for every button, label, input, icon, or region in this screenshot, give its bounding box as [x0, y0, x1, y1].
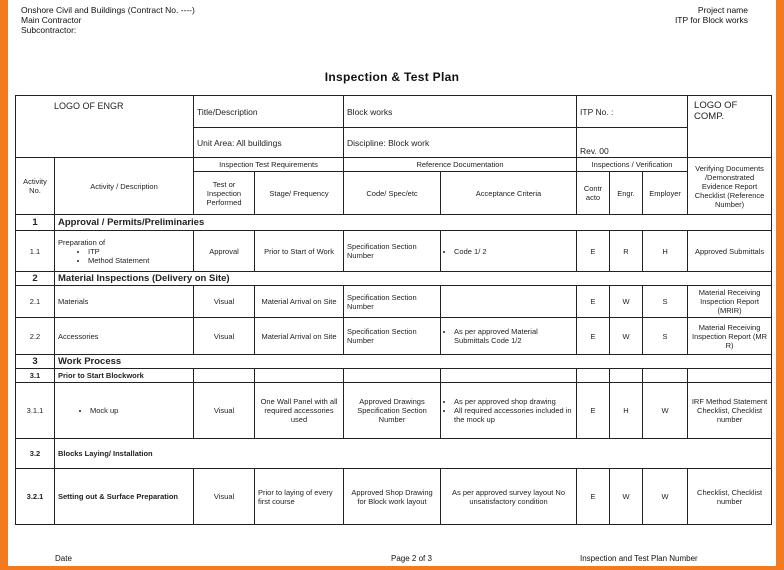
group-header-row [16, 158, 772, 172]
group-reference-doc: Reference Documentation [344, 158, 577, 172]
header-left [21, 5, 195, 35]
activity-no: 3.1.1 [16, 383, 55, 439]
section-no: 3 [16, 355, 55, 369]
table-row-2-1 [16, 286, 772, 318]
verifying-cell: Material Receiving Inspection Report (MRIR) [688, 286, 772, 318]
activity-desc: Accessories [55, 318, 194, 355]
test-cell: Visual [194, 383, 255, 439]
main-contractor: Main Contractor [21, 15, 82, 25]
col-test: Test or Inspection Performed [194, 172, 255, 215]
list-item: • All required accessories included in the mock up [454, 406, 573, 424]
revision: Rev. 00 [577, 128, 688, 158]
section-title: Work Process [55, 355, 772, 369]
empty-cell [643, 369, 688, 383]
activity-no: 3.2.1 [16, 469, 55, 525]
footer-itp-number: Inspection and Test Plan Number [580, 554, 698, 563]
unit-area: Unit Area: All buildings [194, 128, 344, 158]
verifying-cell: Checklist, Checklist number [688, 469, 772, 525]
empty-cell [344, 369, 441, 383]
discipline: Discipline: Block work [344, 128, 577, 158]
col-employer: Employer [643, 172, 688, 215]
project-line: Onshore Civil and Buildings (Contract No. ----) [21, 5, 195, 15]
employer-cell: S [643, 286, 688, 318]
code-cell: Approved Drawings Specification Section Number [344, 383, 441, 439]
info-row-1 [16, 96, 772, 128]
section-row-1 [16, 215, 772, 231]
col-contractor: Contr acto [577, 172, 610, 215]
footer-date: Date [55, 554, 72, 563]
table-row-3-1 [16, 369, 772, 383]
title-value: Block works [344, 96, 577, 128]
list-item: • Mock up [90, 406, 190, 415]
test-cell: Visual [194, 286, 255, 318]
activity-desc: Setting out & Surface Preparation [55, 469, 194, 525]
engr-cell: W [610, 318, 643, 355]
code-cell: Specification Section Number [344, 231, 441, 272]
contractor-cell: E [577, 286, 610, 318]
logo-comp: LOGO OF COMP. [688, 96, 772, 158]
list-item: • Method Statement [88, 256, 190, 265]
itp-table [15, 95, 772, 525]
section-row-3 [16, 355, 772, 369]
itp-no: ITP No. : [577, 96, 688, 128]
activity-no: 1.1 [16, 231, 55, 272]
empty-cell [610, 369, 643, 383]
empty-cell [441, 369, 577, 383]
stage-cell: Prior to Start of Work [255, 231, 344, 272]
stage-cell: Material Arrival on Site [255, 318, 344, 355]
test-cell: Visual [194, 318, 255, 355]
contractor-cell: E [577, 383, 610, 439]
test-cell: Visual [194, 469, 255, 525]
activity-no: 2.2 [16, 318, 55, 355]
list-item: • As per approved Material Submittals Code 1/2 [454, 327, 573, 345]
col-code: Code/ Spec/etc [344, 172, 441, 215]
activity-no: 3.1 [16, 369, 55, 383]
stage-cell: Prior to laying of every first course [255, 469, 344, 525]
group-inspection-req: Inspection Test Requirements [194, 158, 344, 172]
engr-cell: W [610, 469, 643, 525]
section-title: Material Inspections (Delivery on Site) [55, 272, 772, 286]
empty-cell [255, 369, 344, 383]
activity-no: 3.2 [16, 439, 55, 469]
list-item: • As per approved shop drawing [454, 397, 573, 406]
col-verifying: Verifying Documents /Demonstrated Evidence Report Checklist (Reference Number) [688, 158, 772, 215]
verifying-cell: IRF Method Statement Checklist, Checklist number [688, 383, 772, 439]
employer-cell: H [643, 231, 688, 272]
col-activity-desc: Activity / Description [55, 158, 194, 215]
col-acceptance: Acceptance Criteria [441, 172, 577, 215]
header-right [675, 5, 748, 25]
document-page [8, 0, 776, 566]
code-cell: Specification Section Number [344, 318, 441, 355]
acceptance-cell: As per approved survey layout No unsatisfactory condition [441, 469, 577, 525]
engr-cell: H [610, 383, 643, 439]
employer-cell: W [643, 469, 688, 525]
list-item: • ITP [88, 247, 190, 256]
section-no: 2 [16, 272, 55, 286]
col-stage: Stage/ Frequency [255, 172, 344, 215]
group-inspections: Inspections / Verification [577, 158, 688, 172]
title-label: Title/Description [194, 96, 344, 128]
activity-desc [55, 231, 194, 272]
page-title: Inspection & Test Plan [324, 70, 460, 84]
test-cell: Approval [194, 231, 255, 272]
activity-desc: Materials [55, 286, 194, 318]
employer-cell: W [643, 383, 688, 439]
desc-intro: Preparation of [58, 237, 106, 247]
acceptance-cell [441, 286, 577, 318]
table-row-3-2-1 [16, 469, 772, 525]
stage-cell: Material Arrival on Site [255, 286, 344, 318]
employer-cell: S [643, 318, 688, 355]
contractor-cell: E [577, 318, 610, 355]
subcontractor: Subcontractor: [21, 25, 77, 35]
empty-cell [688, 369, 772, 383]
section-no: 1 [16, 215, 55, 231]
col-engr: Engr. [610, 172, 643, 215]
stage-cell: One Wall Panel with all required accessories used [255, 383, 344, 439]
footer-page: Page 2 of 3 [391, 554, 432, 563]
activity-desc: Prior to Start Blockwork [55, 369, 194, 383]
activity-no: 2.1 [16, 286, 55, 318]
empty-cell [577, 369, 610, 383]
acceptance-cell [441, 383, 577, 439]
contractor-cell: E [577, 469, 610, 525]
desc-list [58, 247, 190, 265]
table-row-1-1 [16, 231, 772, 272]
list-item: • Code 1/ 2 [454, 247, 573, 256]
code-cell: Specification Section Number [344, 286, 441, 318]
project-name: Project name [697, 5, 748, 15]
itp-for: ITP for Block works [674, 15, 748, 25]
col-activity-no: Activity No. [16, 158, 55, 215]
verifying-cell: Material Receiving Inspection Report (MR R) [688, 318, 772, 355]
verifying-cell: Approved Submittals [688, 231, 772, 272]
section-row-2 [16, 272, 772, 286]
activity-desc [55, 383, 194, 439]
table-row-3-2 [16, 439, 772, 469]
code-cell: Approved Shop Drawing for Block work layout [344, 469, 441, 525]
logo-engr: LOGO OF ENGR [16, 96, 194, 158]
acceptance-cell [441, 318, 577, 355]
engr-cell: R [610, 231, 643, 272]
activity-desc: Blocks Laying/ Installation [55, 439, 772, 469]
section-title: Approval / Permits/Preliminaries [55, 215, 772, 231]
table-row-3-1-1 [16, 383, 772, 439]
empty-cell [194, 369, 255, 383]
contractor-cell: E [577, 231, 610, 272]
table-row-2-2 [16, 318, 772, 355]
acceptance-cell [441, 231, 577, 272]
engr-cell: W [610, 286, 643, 318]
